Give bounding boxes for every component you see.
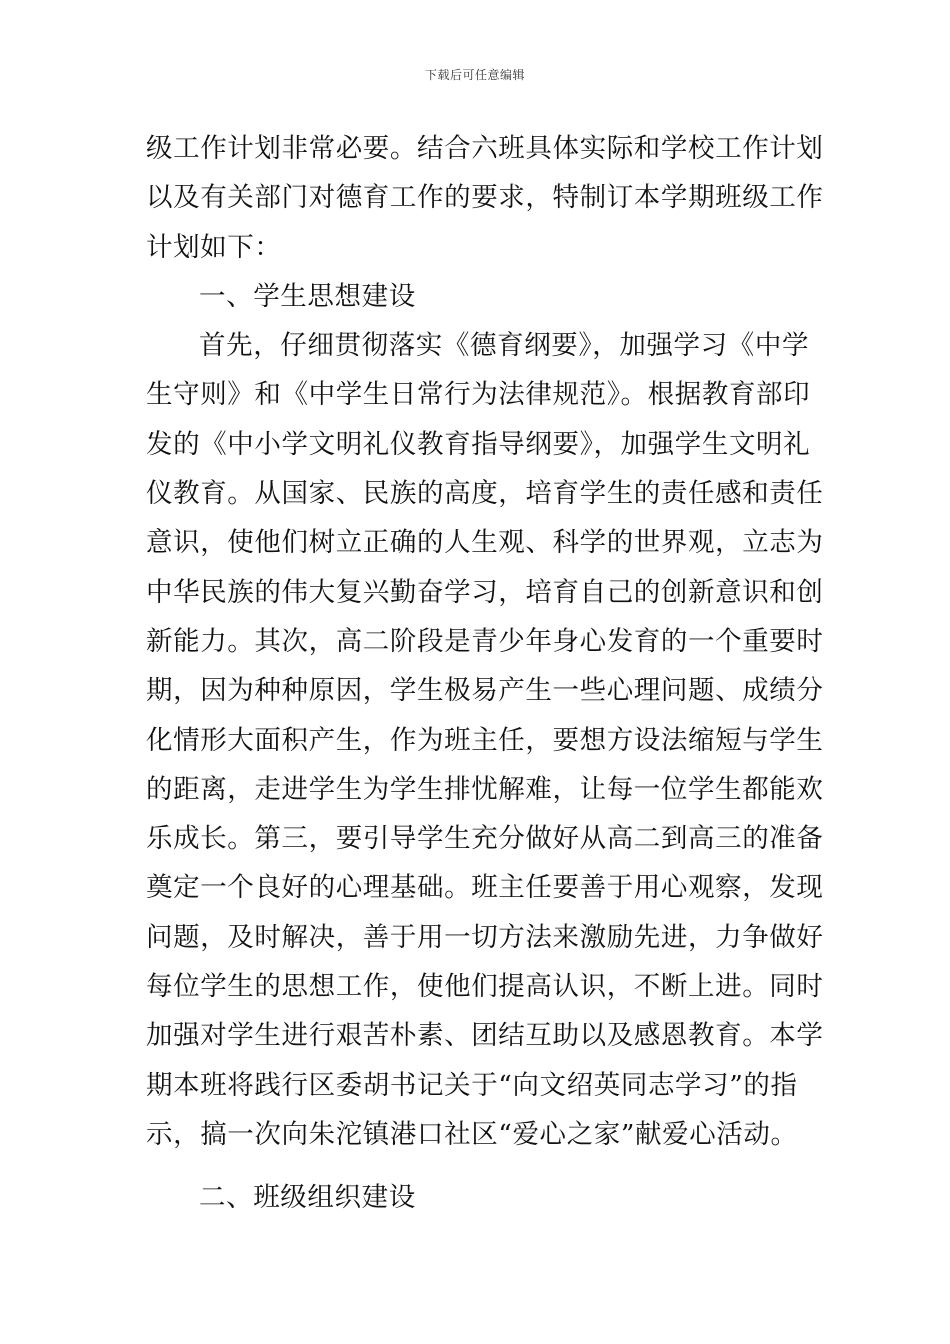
paragraph-line: 生守则》和《中学生日常行为法律规范》。根据教育部印 <box>146 379 811 411</box>
paragraph-line: 以及有关部门对德育工作的要求，特制订本学期班级工作 <box>146 182 824 214</box>
section-heading-1: 一、学生思想建设 <box>199 280 416 312</box>
paragraph-line: 级工作计划非常必要。结合六班具体实际和学校工作计划 <box>146 133 824 164</box>
paragraph-line: 期本班将践行区委胡书记关于“向文绍英同志学习”的指 <box>146 1069 798 1101</box>
paragraph-line: 新能力。其次，高二阶段是青少年身心发育的一个重要时 <box>146 625 824 657</box>
paragraph-line: 示，搞一次向朱沱镇港口社区“爱心之家”献爱心活动。 <box>146 1118 798 1150</box>
paragraph-line: 化情形大面积产生，作为班主任，要想方设法缩短与学生 <box>146 724 824 756</box>
paragraph-line: 发的《中小学文明礼仪教育指导纲要》，加强学生文明礼 <box>146 428 811 460</box>
paragraph-line: 计划如下： <box>146 231 282 263</box>
paragraph-line: 每位学生的思想工作，使他们提高认识，不断上进。同时 <box>146 971 824 1003</box>
section-heading-2: 二、班级组织建设 <box>199 1182 416 1214</box>
paragraph-line: 加强对学生进行艰苦朴素、团结互助以及感恩教育。本学 <box>146 1020 824 1052</box>
paragraph-line: 意识，使他们树立正确的人生观、科学的世界观，立志为 <box>146 527 824 559</box>
paragraph-line: 的距离，走进学生为学生排忧解难，让每一位学生都能欢 <box>146 773 824 805</box>
paragraph-line: 中华民族的伟大复兴勤奋学习，培育自己的创新意识和创 <box>146 576 824 608</box>
document-body <box>146 124 824 1223</box>
paragraph-line: 乐成长。第三，要引导学生充分做好从高二到高三的准备 <box>146 823 824 855</box>
paragraph-line: 仪教育。从国家、民族的高度，培育学生的责任感和责任 <box>146 478 824 510</box>
paragraph-line: 奠定一个良好的心理基础。班主任要善于用心观察，发现 <box>146 872 824 904</box>
paragraph-line: 首先，仔细贯彻落实《德育纲要》，加强学习《中学 <box>199 330 810 362</box>
page-header-note: 下载后可任意编辑 <box>424 68 525 82</box>
paragraph-line: 期，因为种种原因，学生极易产生一些心理问题、成绩分 <box>146 675 824 707</box>
paragraph-line: 问题，及时解决，善于用一切方法来激励先进，力争做好 <box>146 921 824 953</box>
